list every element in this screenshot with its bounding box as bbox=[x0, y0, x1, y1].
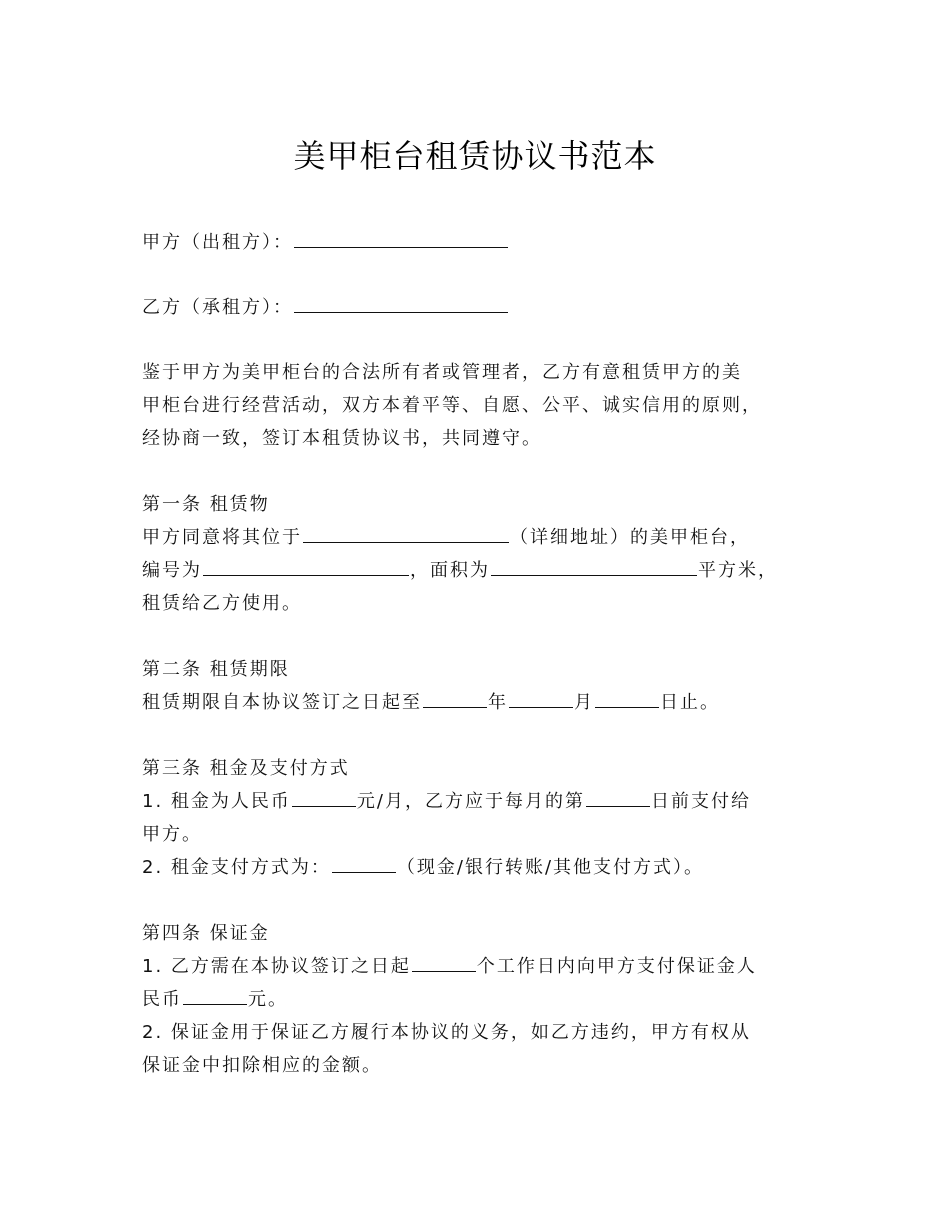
article-3-item-1 bbox=[142, 785, 842, 818]
article-4-text: 元。 bbox=[248, 989, 288, 1010]
article-3-text: 元/月，乙方应于每月的第 bbox=[356, 791, 585, 812]
article-4-item-2-cont: 保证金中扣除相应的金额。 bbox=[142, 1055, 382, 1076]
article-2-line-1 bbox=[142, 686, 842, 719]
article-1-text: （详细地址）的美甲柜台， bbox=[510, 527, 750, 548]
article-3-heading: 第三条 租金及支付方式 bbox=[142, 758, 350, 779]
article-4-item-1 bbox=[142, 950, 842, 983]
article-2-text: 月 bbox=[574, 692, 594, 713]
article-1-heading: 第一条 租赁物 bbox=[142, 494, 270, 515]
article-3-text: （现金/银行转账/其他支付方式）。 bbox=[396, 857, 705, 878]
article-1-text: 平方米， bbox=[698, 560, 778, 581]
party-b-blank[interactable] bbox=[294, 292, 508, 313]
preamble-line-1: 鉴于甲方为美甲柜台的合法所有者或管理者，乙方有意租赁甲方的美 bbox=[142, 362, 742, 383]
article-4-item-1-cont bbox=[142, 983, 842, 1016]
article-4-heading: 第四条 保证金 bbox=[142, 923, 270, 944]
article-4-item-2: 2. 保证金用于保证乙方履行本协议的义务，如乙方违约，甲方有权从 bbox=[142, 1022, 751, 1043]
article-3-text: 1. 租金为人民币 bbox=[142, 791, 291, 812]
article-3-text: 2. 租金支付方式为： bbox=[142, 857, 331, 878]
article-2-heading: 第二条 租赁期限 bbox=[142, 659, 290, 680]
document-title: 美甲柜台租赁协议书范本 bbox=[293, 137, 657, 175]
document-body bbox=[142, 226, 842, 1082]
party-b-label: 乙方（承租方）： bbox=[142, 297, 293, 318]
deposit-amount-blank[interactable] bbox=[183, 984, 247, 1005]
party-b-line bbox=[142, 291, 842, 324]
article-3-item-2 bbox=[142, 851, 842, 884]
article-3-item-1-cont: 甲方。 bbox=[142, 824, 202, 845]
article-4-text: 1. 乙方需在本协议签订之日起 bbox=[142, 956, 411, 977]
deposit-days-blank[interactable] bbox=[412, 951, 476, 972]
party-a-line bbox=[142, 226, 842, 259]
article-1-line-2 bbox=[142, 554, 842, 587]
article-1-text: ，面积为 bbox=[410, 560, 490, 581]
article-4-text: 民币 bbox=[142, 989, 182, 1010]
payment-day-blank[interactable] bbox=[586, 786, 650, 807]
article-1-text: 甲方同意将其位于 bbox=[142, 527, 302, 548]
article-2-text: 日止。 bbox=[660, 692, 720, 713]
end-day-blank[interactable] bbox=[595, 687, 659, 708]
article-4-text: 个工作日内向甲方支付保证金人 bbox=[476, 956, 757, 977]
rent-amount-blank[interactable] bbox=[292, 786, 356, 807]
address-blank[interactable] bbox=[303, 522, 509, 543]
party-a-blank[interactable] bbox=[294, 227, 508, 248]
party-a-label: 甲方（出租方）： bbox=[142, 232, 293, 253]
preamble-line-2: 甲柜台进行经营活动，双方本着平等、自愿、公平、诚实信用的原则， bbox=[142, 395, 762, 416]
preamble-line-3: 经协商一致，签订本租赁协议书，共同遵守。 bbox=[142, 428, 542, 449]
payment-method-blank[interactable] bbox=[332, 852, 396, 873]
article-2-text: 租赁期限自本协议签订之日起至 bbox=[142, 692, 422, 713]
article-1-line-1 bbox=[142, 521, 842, 554]
article-1-text: 编号为 bbox=[142, 560, 202, 581]
counter-number-blank[interactable] bbox=[203, 555, 409, 576]
article-3-text: 日前支付给 bbox=[650, 791, 751, 812]
article-2-text: 年 bbox=[488, 692, 508, 713]
end-month-blank[interactable] bbox=[509, 687, 573, 708]
article-1-line-3: 租赁给乙方使用。 bbox=[142, 593, 302, 614]
end-year-blank[interactable] bbox=[423, 687, 487, 708]
area-blank[interactable] bbox=[491, 555, 697, 576]
